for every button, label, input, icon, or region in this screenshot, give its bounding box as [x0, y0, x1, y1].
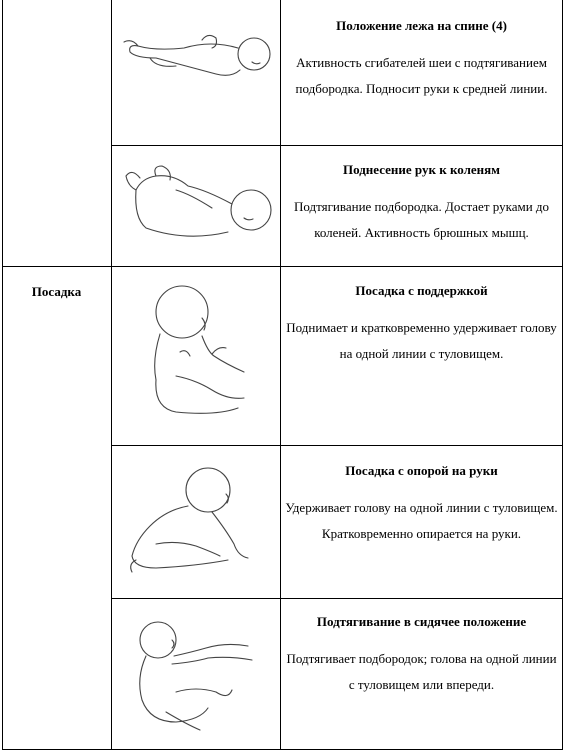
description-cell	[283, 16, 560, 102]
row-title: Подтягивание в сидячее положение	[316, 614, 527, 629]
row-title: Положение лежа на спине (4)	[336, 18, 507, 33]
row-title: Посадка с поддержкой	[355, 283, 488, 298]
section-divider	[2, 266, 563, 267]
row-title: Поднесение рук к коленям	[342, 162, 501, 177]
baby-sitting-propped-icon	[116, 460, 278, 580]
description-cell	[283, 461, 560, 547]
table-border-bottom	[2, 749, 563, 750]
baby-pull-to-sit-icon	[116, 612, 278, 740]
table-border-left	[2, 0, 3, 750]
row-description: Подтягивание подбородка. Достает руками до коленей. Активность брюшных мышц.	[293, 199, 550, 240]
row-divider	[111, 445, 563, 446]
table-divider-1	[111, 0, 112, 750]
category-cell: Посадка	[31, 284, 82, 299]
row-description: Поднимает и кратковременно удерживает голову на одной линии с туловищем.	[286, 320, 557, 361]
description-cell	[283, 160, 560, 246]
row-divider	[111, 598, 563, 599]
description-cell	[283, 281, 560, 367]
row-divider	[111, 145, 563, 146]
description-cell	[283, 612, 560, 698]
baby-hands-to-knees-icon	[116, 160, 278, 255]
table-border-right	[562, 0, 563, 750]
row-description: Удерживает голову на одной линии с туловищем. Кратковременно опирается на руки.	[285, 500, 558, 541]
row-title: Посадка с опорой на руки	[345, 463, 498, 478]
baby-supine-icon	[116, 18, 278, 128]
row-description: Подтягивает подбородок; голова на одной линии с туловищем или впереди.	[286, 651, 557, 692]
row-description: Активность сгибателей шеи с подтягиванием подбородка. Подносит руки к средней линии.	[295, 55, 548, 96]
table-divider-2	[280, 0, 281, 750]
baby-supported-sitting-icon	[116, 280, 278, 420]
